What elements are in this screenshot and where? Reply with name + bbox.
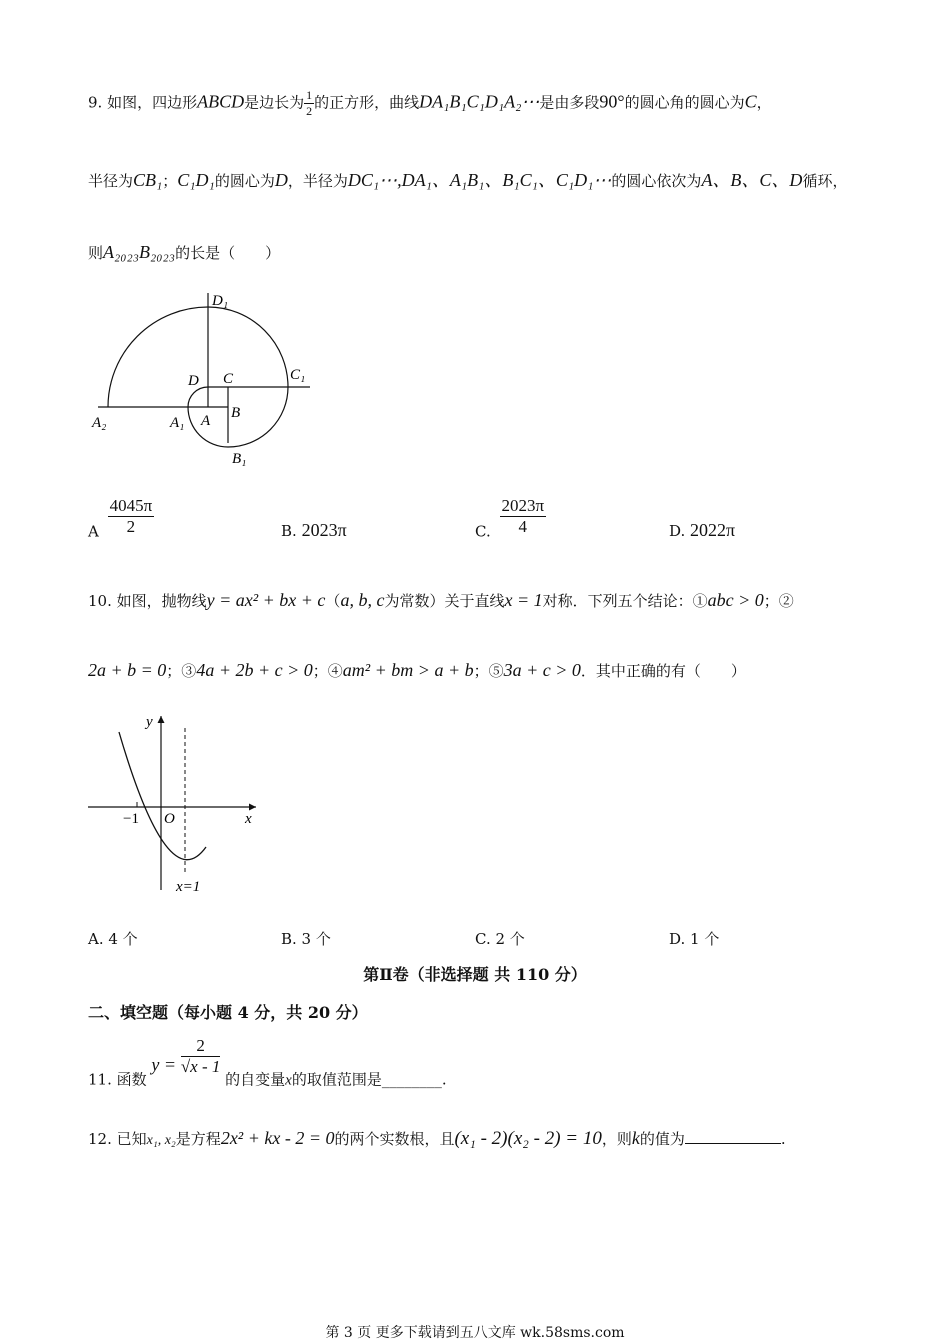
q9-line1 (88, 88, 772, 119)
q9-text: 是边长为 (244, 93, 305, 112)
square-label: ABCD (197, 91, 245, 112)
q12-text: ，则 (601, 1130, 632, 1148)
q12-answer-blank[interactable] (685, 1143, 781, 1144)
arc-c1-d1 (208, 307, 288, 387)
option-label: C. (475, 522, 491, 541)
q9-text: 的圆心依次为 (611, 172, 702, 190)
q11-text: 的自变量 (225, 1070, 286, 1089)
q12-text: 的值为 (639, 1130, 685, 1148)
q10-text: ；⑤ (473, 662, 504, 680)
label-d: D (188, 373, 199, 389)
radius-label: CB₁ (133, 170, 163, 190)
q10-option-c[interactable]: C. 2 个 (475, 930, 525, 948)
q12-text: 是方程 (175, 1130, 221, 1148)
q10-parabola-figure (88, 710, 268, 900)
q9-text: ； (162, 172, 178, 190)
q9-text: 的圆心为 (214, 172, 275, 190)
option-value: 2023π (301, 520, 347, 540)
q10-line2 (88, 660, 746, 681)
angle-value: 90° (599, 91, 625, 112)
option-a-fraction (108, 496, 155, 537)
q10-text: ．其中正确的有（ ） (580, 662, 746, 680)
axis-label: x=1 (176, 879, 201, 895)
q9-text: ， (756, 93, 772, 112)
q10-text: ；③ (166, 662, 197, 680)
q12-equation: 2x² + kx - 2 = 0 (220, 1128, 335, 1148)
origin-label: O (164, 811, 175, 827)
centers-label: A、B、C、D (701, 170, 803, 190)
q9-text: ，半径为 (287, 172, 348, 190)
q12-text: 的两个实数根，且 (334, 1130, 455, 1148)
arc-d-a1 (188, 387, 208, 407)
page-footer: 第 3 页 更多下载请到五八文库 wk.58sms.com (325, 1325, 625, 1341)
label-a: A (201, 413, 211, 429)
q9-option-b[interactable] (281, 520, 347, 541)
fraction-numerator: 2 (181, 1036, 221, 1057)
neg1-label: −1 (123, 811, 139, 827)
fraction-denominator: 2 (306, 104, 313, 118)
q9-text: 循环， (802, 172, 848, 190)
fraction-denominator: √x - 1 (180, 1057, 221, 1076)
fraction-numerator: 1 (306, 88, 313, 102)
q10-text: ；④ (312, 662, 343, 680)
section-title: 第Ⅱ卷（非选择题 共 110 分） (363, 965, 587, 984)
q9-line2 (88, 166, 847, 192)
y-axis-label: y (146, 714, 153, 730)
q10-text: （ (325, 592, 341, 610)
q10-option-a[interactable]: A. 4 个 (88, 930, 138, 948)
axis-equation: x = 1 (504, 590, 543, 610)
curve-label: DA₁B₁C₁D₁A₂⋯ (419, 91, 540, 112)
conclusion-1: abc > 0 (707, 590, 764, 610)
arcs-label: DA₁、A₁B₁、B₁C₁、C₁D₁⋯ (401, 170, 612, 190)
q11-y: y = (151, 1054, 177, 1075)
half-fraction (304, 88, 314, 119)
arc-label: C₁D₁ (177, 170, 215, 190)
label-c: C (223, 371, 234, 387)
q11 (88, 1036, 447, 1090)
center-label: D (274, 170, 288, 190)
q9-spiral-figure (88, 285, 328, 470)
q11-text: 11. 函数 (88, 1070, 147, 1089)
option-label: A (88, 522, 99, 541)
q10-option-b[interactable]: B. 3 个 (281, 930, 331, 948)
conclusion-4: am² + bm > a + b (342, 660, 474, 680)
q9-option-a[interactable] (88, 496, 154, 541)
q9-text: 半径为 (88, 172, 134, 190)
parabola-equation: y = ax² + bx + c (206, 590, 326, 610)
q9-text: 9. 如图，四边形 (88, 93, 198, 112)
q9-line3 (88, 242, 280, 263)
q10-text: 对称．下列五个结论：① (542, 592, 708, 610)
fill-in-title: 二、填空题（每小题 4 分，共 20 分） (88, 1003, 368, 1022)
label-d1: D₁ (212, 293, 229, 309)
fraction-denominator: 2 (126, 517, 136, 536)
q10-line1 (88, 590, 794, 611)
conclusion-5: 3a + c > 0 (503, 660, 581, 680)
option-c-fraction (500, 496, 547, 537)
q12-k: k (631, 1128, 640, 1148)
q12-condition: (x₁ - 2)(x₂ - 2) = 10 (454, 1128, 602, 1149)
q9-option-c[interactable] (475, 496, 546, 541)
fraction-numerator: 2023π (501, 496, 545, 515)
option-label: B. (281, 522, 297, 540)
conclusion-2: 2a + b = 0 (88, 660, 167, 680)
label-a1: A₁ (170, 415, 185, 431)
x-axis-label: x (245, 811, 252, 827)
q11-fraction (181, 1036, 221, 1077)
q12-text: . (780, 1130, 786, 1148)
q9-text: 的长是（ ） (175, 244, 281, 262)
q12-text: 12. 已知 (88, 1130, 147, 1148)
option-value: 2022π (690, 520, 736, 540)
q11-x: x (285, 1072, 292, 1089)
fraction-denominator: 4 (518, 517, 528, 536)
fraction-numerator: 4045π (109, 496, 153, 515)
arc-d1-a2 (108, 307, 208, 407)
center-label: C (744, 91, 757, 112)
q10-text: 为常数）关于直线 (384, 592, 505, 610)
q10-text: ；② (763, 592, 794, 610)
label-a2: A₂ (92, 415, 107, 431)
q9-text: 是由多段 (539, 93, 600, 112)
q10-text: 10. 如图，抛物线 (88, 592, 207, 610)
label-b: B (231, 405, 241, 421)
q9-option-d[interactable] (669, 520, 735, 541)
label-c1: C₁ (290, 367, 306, 383)
q12-roots: x₁, x₂ (146, 1133, 176, 1148)
q12 (88, 1128, 786, 1150)
q9-text: 的圆心角的圆心为 (624, 93, 745, 112)
radius-label: DC₁⋯, (347, 170, 402, 190)
q10-option-d[interactable]: D. 1 个 (669, 930, 720, 948)
q9-text: 则 (88, 244, 104, 262)
q9-text: 的正方形，曲线 (314, 93, 420, 112)
label-b1: B₁ (232, 451, 247, 467)
option-label: D. (669, 522, 686, 540)
q11-answer-blank[interactable]: 的取值范围是________. (291, 1070, 447, 1089)
arc-label: A₂₀₂₃B₂₀₂₃ (103, 242, 176, 262)
conclusion-3: 4a + 2b + c > 0 (196, 660, 313, 680)
constants-label: a, b, c (340, 590, 385, 610)
parabola-curve (119, 732, 206, 860)
